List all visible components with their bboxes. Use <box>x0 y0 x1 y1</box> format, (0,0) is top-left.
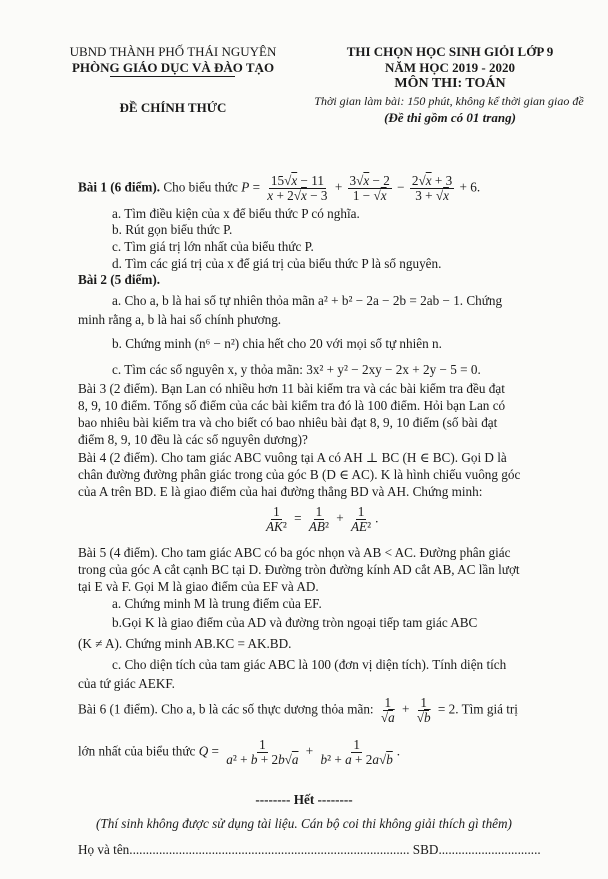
header-right-line5: (Đề thi gồm có 01 trang) <box>384 110 516 125</box>
bai3-l3: bao nhiêu bài kiểm tra và cho biết có bao nhiêu bài đạt 8, 9, 10 điểm (số bài đạt <box>78 415 498 430</box>
bai6-l1: Bài 6 (1 điểm). Cho a, b là các số thực dương thỏa mãn: $\frac{1}{√a}$ + $\frac{1}{√b}$ = 2. Tìm giá trị <box>78 695 518 725</box>
bai1-a: a. Tìm điều kiện của x để biểu thức P có nghĩa. <box>112 206 360 221</box>
bai2-b: b. Chứng minh (n⁶ − n²) chia hết cho 20 với mọi số tự nhiên n. <box>112 336 442 351</box>
bai3-l1: Bài 3 (2 điểm). Bạn Lan có nhiều hơn 11 bài kiểm tra và các bài kiểm tra đều đạt <box>78 381 505 396</box>
bai5-c1: c. Cho diện tích của tam giác ABC là 100 (đơn vị diện tích). Tính diện tích <box>112 657 507 672</box>
bai2-a1: a. Cho a, b là hai số tự nhiên thỏa mãn a² + b² − 2a − 2b = 2ab − 1. Chứng <box>112 293 503 308</box>
footer-name-line: Họ và tên..................................................................................... SBD............................... <box>78 842 541 857</box>
bai6-l2-text: lớn nhất của biểu thức <box>78 743 196 759</box>
footer-note: (Thí sinh không được sử dụng tài liệu. Cán bộ coi thi không giải thích gì thêm) <box>96 816 512 831</box>
bai4-formula: $\frac{1}{\text{AK²}}$ = $\frac{1}{\text{AB²}}$ + $\frac{1}{\text{AE²}}$ . <box>266 504 379 534</box>
header-official: ĐỀ CHÍNH THỨC <box>119 100 227 115</box>
bai1-title: Bài 1 (6 điểm). <box>78 179 161 195</box>
bai4-l2: chân đường đường phân giác trong của góc B (D ∈ AC). K là hình chiếu vuông góc <box>78 467 521 482</box>
bai1-frac1: $\frac{15√x - 11}{x + 2√x - 3}$ <box>267 173 328 203</box>
bai5-c2: của tứ giác AEKF. <box>78 676 175 691</box>
header-left-line2: PHÒNG GIÁO DỤC VÀ ĐÀO TẠO <box>71 60 275 75</box>
bai1-frac3: $\frac{2√x + 3}{3 + √x}$ <box>411 173 453 203</box>
bai1-d: d. Tìm các giá trị của x để giá trị của biểu thức P là số nguyên. <box>112 256 442 271</box>
header-right-line1: THI CHỌN HỌC SINH GIỎI LỚP 9 <box>346 44 554 59</box>
header-left-line1: UBND THÀNH PHỐ THÁI NGUYÊN <box>69 44 277 59</box>
bai5-l2: trong của góc A cắt cạnh BC tại D. Đường tròn đường kính AD cắt AB, AC lần lượt <box>78 562 520 577</box>
bai4-l3: của A trên BD. E là giao điểm của hai đường thẳng BD và AH. Chứng minh: <box>78 484 483 499</box>
bai1-b: b. Rút gọn biểu thức P. <box>112 222 233 237</box>
bai2-title: Bài 2 (5 điểm). <box>78 272 161 287</box>
bai1-intro: Cho biểu thức <box>163 179 238 195</box>
bai6-l1b: = 2. Tìm giá trị <box>437 701 518 717</box>
bai6-l2: lớn nhất của biểu thức Q = $\frac{1}{\text{a² + b + 2b√a}}$ + $\frac{1}{\text{b² + a + 2a√b}}$ . <box>78 737 401 767</box>
bai6-l1a: Bài 6 (1 điểm). Cho a, b là các số thực dương thỏa mãn: <box>78 701 374 717</box>
bai5-l3: tại E và F. Gọi M là giao điểm của EF và AD. <box>78 579 319 594</box>
bai5-b1: b.Gọi K là giao điểm của AD và đường tròn ngoại tiếp tam giác ABC <box>112 615 478 630</box>
bai1-frac2: $\frac{3√x - 2}{1 - √x}$ <box>349 173 390 203</box>
bai4-l1: Bài 4 (2 điểm). Cho tam giác ABC vuông tại A có AH ⊥ BC (H ∈ BC). Gọi D là <box>78 450 507 465</box>
bai5-l1: Bài 5 (4 điểm). Cho tam giác ABC có ba góc nhọn và AB < AC. Đường phân giác <box>78 545 511 560</box>
header-right-line4: Thời gian làm bài: 150 phút, không kể thời gian giao đề <box>314 94 584 108</box>
footer-end: -------- Hết -------- <box>255 792 353 807</box>
bai5-b2: (K ≠ A). Chứng minh AB.KC = AK.BD. <box>78 636 292 651</box>
header-left-rule <box>110 76 235 77</box>
header-right-line2: NĂM HỌC 2019 - 2020 <box>385 60 515 75</box>
bai2-a2: minh rằng a, b là hai số chính phương. <box>78 312 282 327</box>
bai3-l2: 8, 9, 10 điểm. Tổng số điểm của các bài kiểm tra đó là 100 điểm. Hỏi bạn Lan có <box>78 398 506 413</box>
bai5-a: a. Chứng minh M là trung điểm của EF. <box>112 596 322 611</box>
bai1-line: Bài 1 (6 điểm). Cho biểu thức P = $\frac{15√x - 11}{x + 2√x - 3}$ + $\frac{3√x - 2}{1 - √x}$ − $\frac{2√x + 3}{3 + √x}$ + 6. <box>78 173 481 203</box>
bai2-c: c. Tìm các số nguyên x, y thỏa mãn: 3x² + y² − 2xy − 2x + 2y − 5 = 0. <box>112 362 481 377</box>
bai3-l4: điểm 8, 9, 10 đều là các số nguyên dương)? <box>78 432 308 447</box>
bai1-c: c. Tìm giá trị lớn nhất của biểu thức P. <box>112 239 314 254</box>
header-right-line3: MÔN THI: TOÁN <box>394 76 506 91</box>
